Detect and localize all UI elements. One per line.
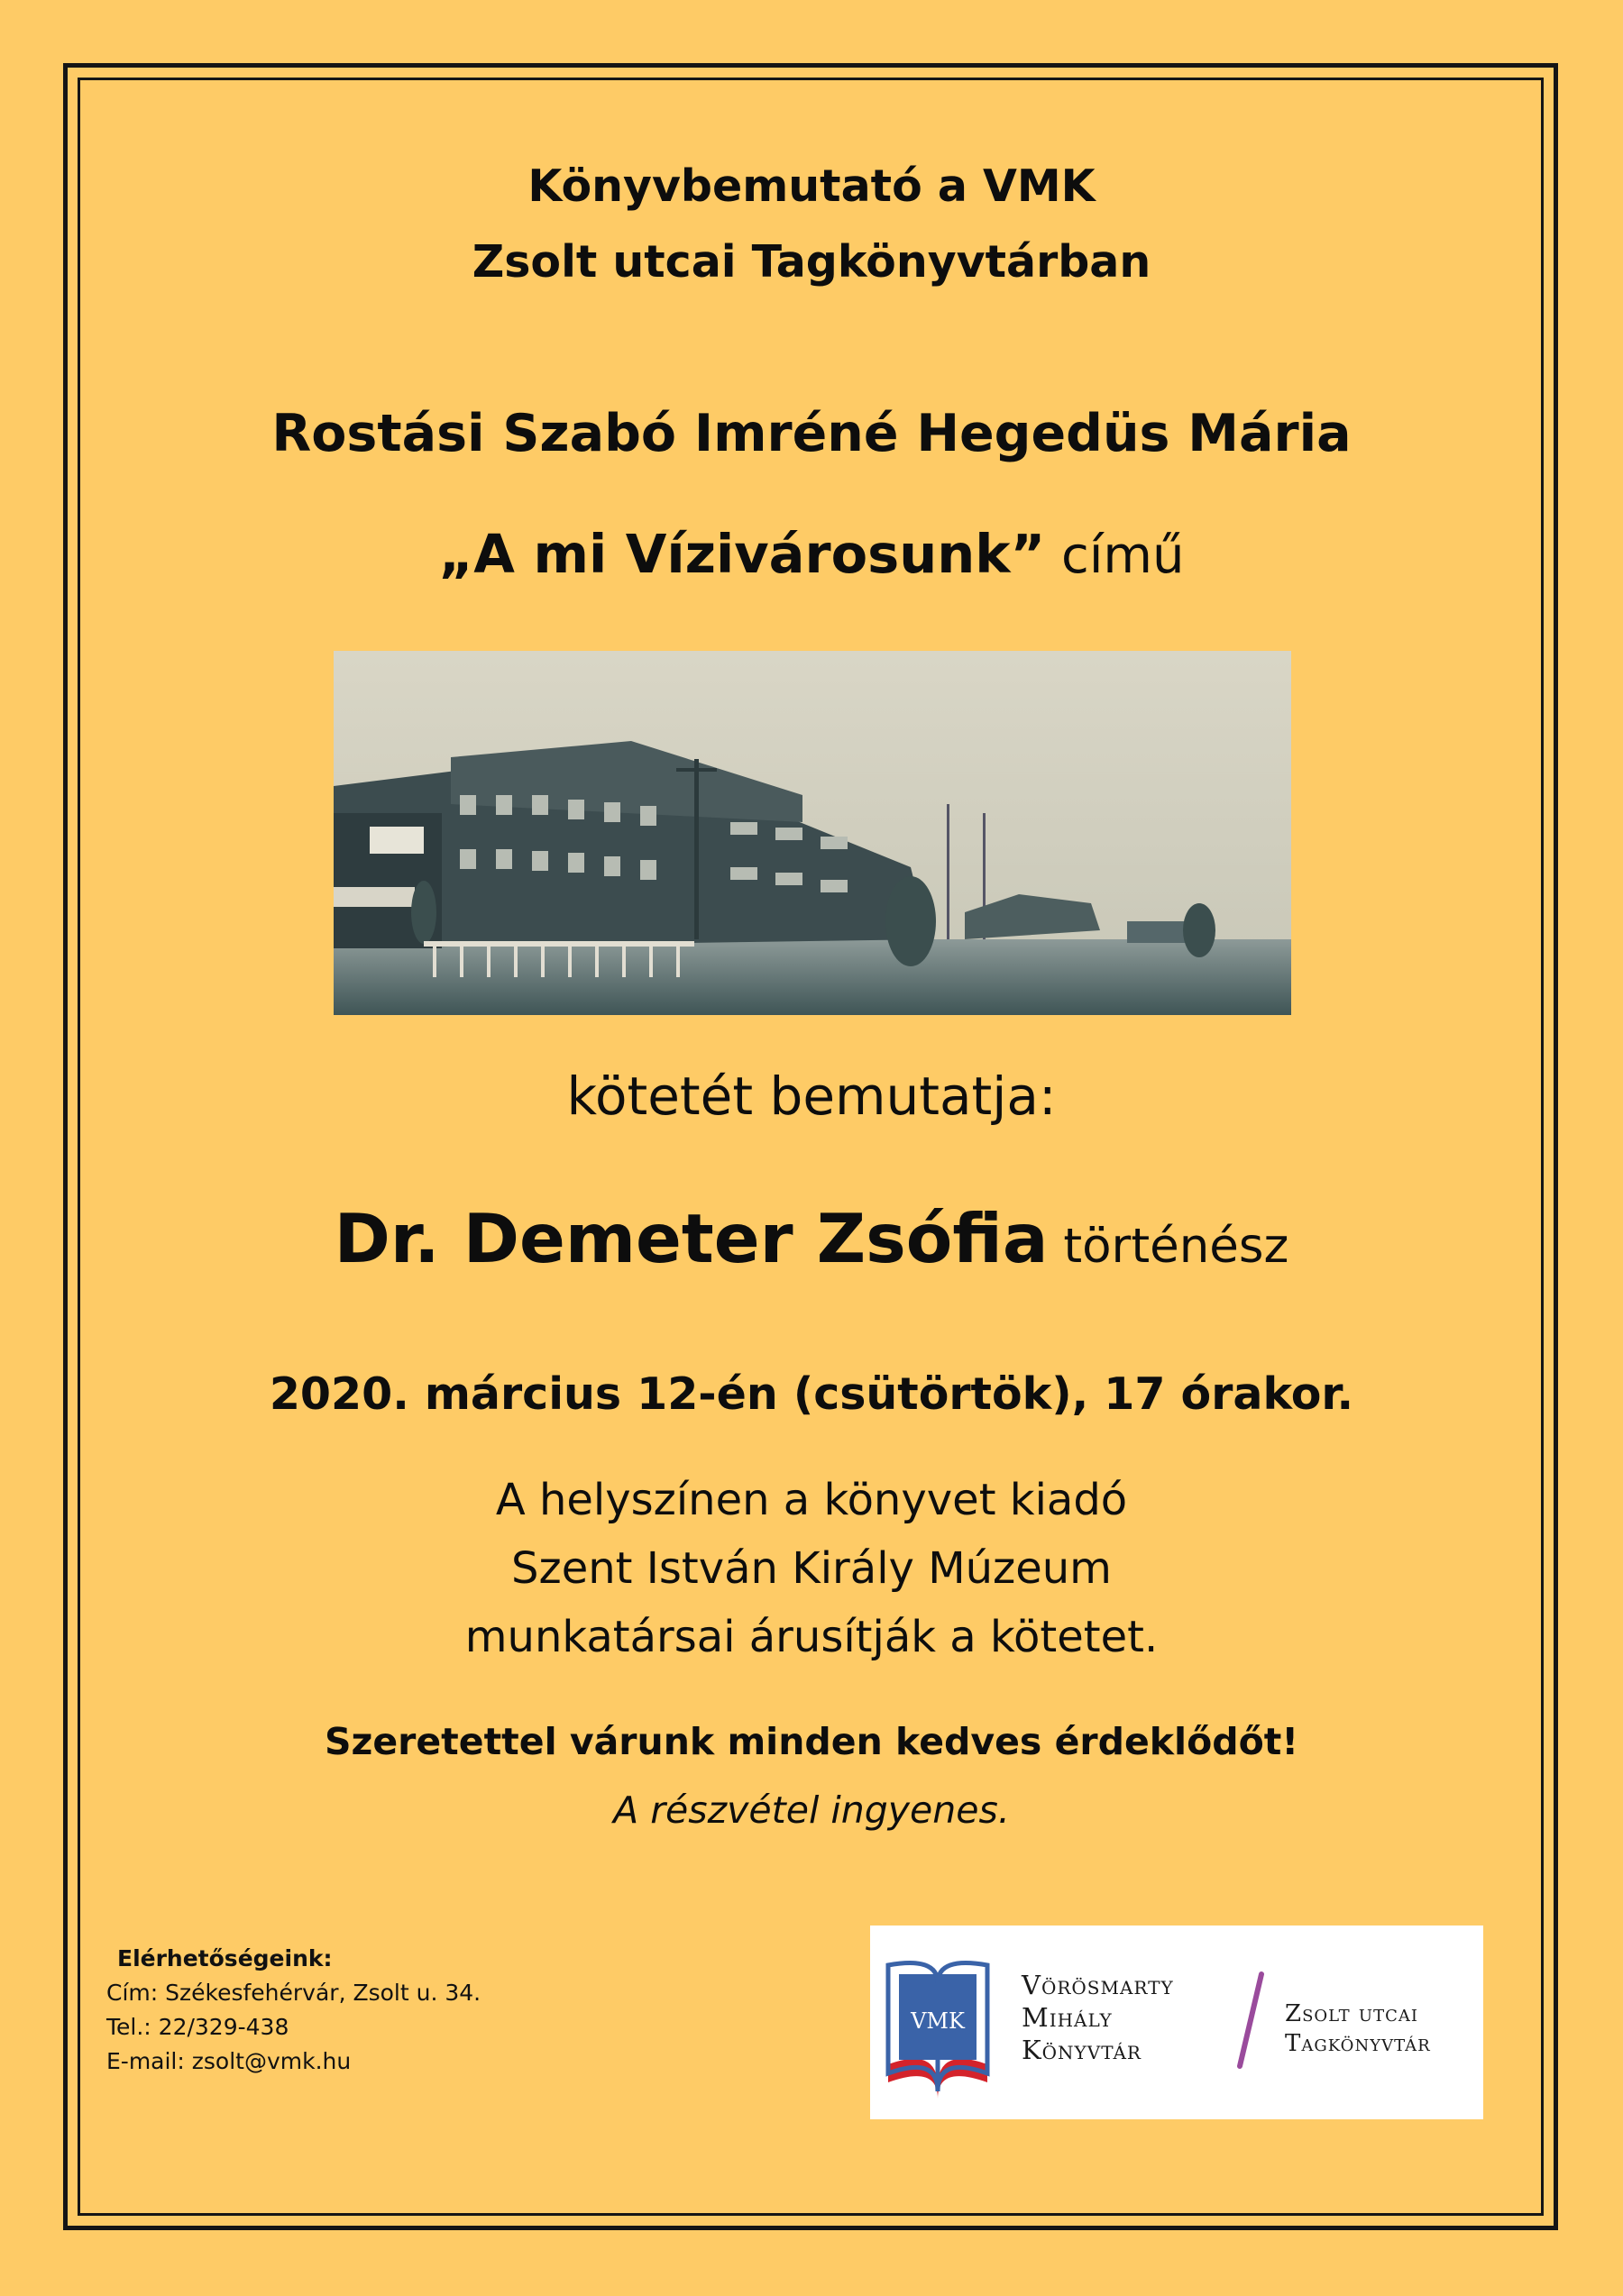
presenter-line bbox=[0, 1199, 1623, 1278]
vmk-book-icon bbox=[879, 1947, 996, 2100]
library-name bbox=[1022, 1969, 1174, 2066]
presenter-intro: kötetét bemutatja: bbox=[566, 1066, 1057, 1127]
book-title-suffix: című bbox=[1045, 526, 1185, 585]
library-name-line-1: Vörösmarty bbox=[1022, 1970, 1174, 2000]
contacts-heading: Elérhetőségeink: bbox=[117, 1945, 333, 1971]
library-logo bbox=[870, 1926, 1483, 2119]
presenter-name: Dr. Demeter Zsófia bbox=[334, 1199, 1049, 1278]
branch-name-line-1: Zsolt utcai bbox=[1285, 2000, 1418, 2027]
branch-name bbox=[1285, 1999, 1431, 2059]
event-date: 2020. március 12-én (csütörtök), 17 órakor. bbox=[269, 1368, 1354, 1420]
school-building-photo bbox=[334, 651, 1291, 1015]
slash-divider bbox=[1233, 1971, 1269, 2070]
book-title: „A mi Vízivárosunk” bbox=[438, 523, 1046, 585]
branch-name-line-2: Tagkönyvtár bbox=[1285, 2030, 1431, 2057]
author-name: Rostási Szabó Imréné Hegedüs Mária bbox=[271, 404, 1352, 463]
sales-line-2: Szent István Király Múzeum bbox=[511, 1543, 1112, 1594]
vmk-mark-text: VMK bbox=[911, 2008, 965, 2034]
contacts-block bbox=[106, 1942, 481, 2079]
header-line-2: Zsolt utcai Tagkönyvtárban bbox=[472, 236, 1151, 288]
presenter-role: történész bbox=[1048, 1219, 1289, 1274]
sales-line-3: munkatársai árusítják a kötetet. bbox=[464, 1612, 1159, 1662]
library-name-line-2: Mihály bbox=[1022, 2002, 1113, 2033]
library-name-line-3: Könyvtár bbox=[1022, 2035, 1142, 2065]
book-title-line bbox=[0, 523, 1623, 585]
inner-border bbox=[78, 78, 1544, 2216]
header-line-1: Könyvbemutató a VMK bbox=[527, 160, 1096, 212]
contact-address: Cím: Székesfehérvár, Zsolt u. 34. bbox=[106, 1980, 481, 2006]
contact-phone: Tel.: 22/329-438 bbox=[106, 2014, 289, 2040]
free-admission: A részvétel ingyenes. bbox=[613, 1788, 1010, 1832]
sales-line-1: A helyszínen a könyvet kiadó bbox=[495, 1475, 1128, 1525]
welcome-text: Szeretettel várunk minden kedves érdeklődőt! bbox=[324, 1720, 1299, 1763]
contact-email: E-mail: zsolt@vmk.hu bbox=[106, 2048, 352, 2074]
